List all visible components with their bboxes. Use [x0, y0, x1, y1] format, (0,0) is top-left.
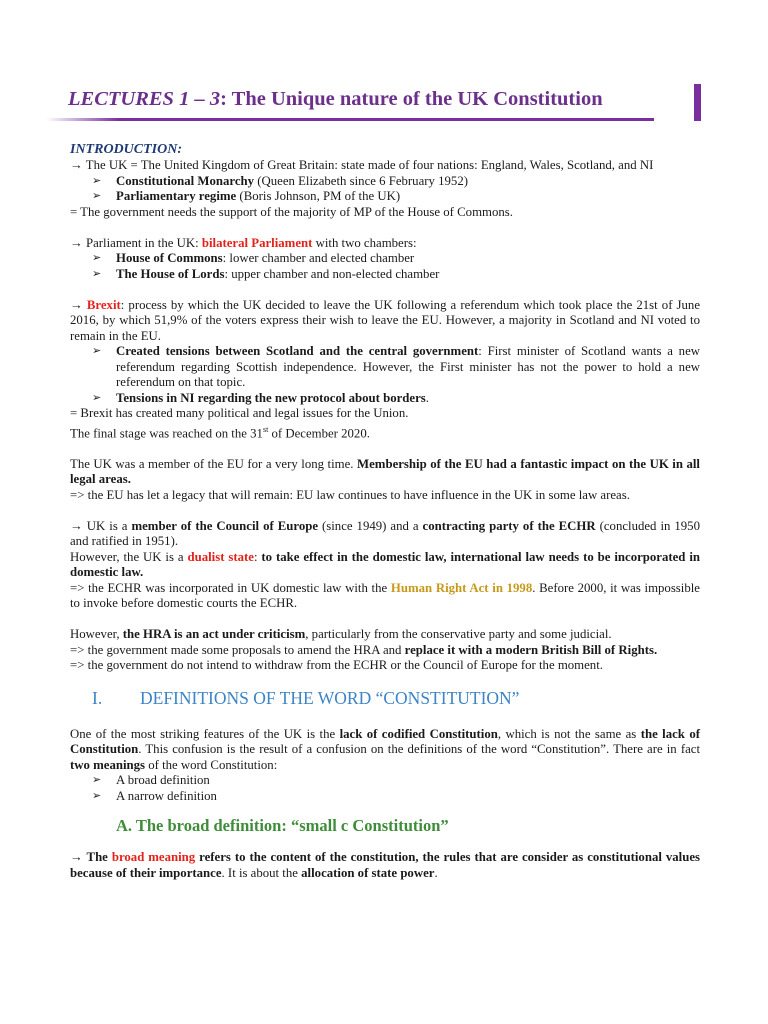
paragraph: However, the UK is a dualist state: to take effect in the domestic law, international law needs to be incorporated in domestic law.	[70, 549, 701, 580]
paragraph: => the ECHR was incorporated in UK domestic law with the Human Right Act in 1998. Before 2000, it was impossible to invoke before domestic courts the ECHR.	[70, 580, 700, 611]
bullet-arrow-icon: ➢	[92, 774, 102, 787]
paragraph: => the government made some proposals to amend the HRA and replace it with a modern British Bill of Rights.	[70, 642, 658, 657]
title-accent-bar	[694, 84, 701, 121]
bullet-arrow-icon: ➢	[92, 789, 102, 802]
bullet-item: ➢ A broad definition	[92, 773, 210, 788]
title-underline	[46, 118, 654, 121]
bullet-item: ➢ Created tensions between Scotland and the central government: First minister of Scotland wants a new referendum regarding Scottish independence. However, the First minister has not the power to hold a new referendum on that topic.	[92, 344, 700, 389]
section-heading: I. DEFINITIONS OF THE WORD “CONSTITUTION”	[92, 687, 520, 708]
lecture-title-block	[46, 84, 656, 122]
bullet-arrow-icon: ➢	[92, 174, 102, 187]
bullet-arrow-icon: ➢	[92, 252, 102, 264]
bullet-arrow-icon: ➢	[92, 391, 102, 404]
bullet-item: ➢ The House of Lords: upper chamber and non-elected chamber	[92, 266, 440, 281]
paragraph: One of the most striking features of the UK is the lack of codified Constitution, which is not the same as the lack of Constitution. This confusion is the result of a confusion on the definitions of the word “Constitution”. There are in fact two meanings of the word Constitution:	[70, 726, 700, 772]
bullet-item: ➢ Tensions in NI regarding the new protocol about borders.	[92, 390, 429, 405]
document-body	[70, 142, 700, 881]
paragraph: → UK is a member of the Council of Europe (since 1949) and a contracting party of the ECHR (concluded in 1950 and ratified in 1951).	[70, 518, 700, 549]
paragraph: → Parliament in the UK: bilateral Parliament with two chambers:	[70, 235, 417, 250]
paragraph: = The government needs the support of the majority of MP of the House of Commons.	[70, 204, 513, 219]
bullet-item: ➢ Constitutional Monarchy (Queen Elizabeth since 6 February 1952)	[92, 173, 468, 188]
bullet-item: ➢ Parliamentary regime (Boris Johnson, PM of the UK)	[92, 189, 401, 203]
bullet-arrow-icon: ➢	[92, 267, 102, 280]
paragraph: => the EU has let a legacy that will remain: EU law continues to have influence in the UK in some law areas.	[70, 487, 630, 502]
paragraph: = Brexit has created many political and legal issues for the Union.	[70, 406, 409, 420]
bullet-item: ➢ House of Commons: lower chamber and elected chamber	[92, 251, 415, 265]
paragraph: However, the HRA is an act under criticism, particularly from the conservative party and some judicial.	[70, 627, 612, 642]
bullet-arrow-icon: ➢	[92, 345, 102, 357]
paragraph: → The UK = The United Kingdom of Great Britain: state made of four nations: England, Wales, Scotland, and NI	[70, 158, 654, 172]
paragraph: The UK was a member of the EU for a very long time. Membership of the EU had a fantastic impact on the UK in all legal areas.	[70, 456, 700, 487]
paragraph: The final stage was reached on the 31st of December 2020.	[70, 424, 370, 440]
subsection-heading: A. The broad definition: “small c Constitution”	[116, 816, 449, 836]
bullet-item: ➢ A narrow definition	[92, 788, 217, 803]
paragraph: → The broad meaning refers to the content of the constitution, the rules that are consider as constitutional values because of their importance. It is about the allocation of state power.	[70, 850, 700, 880]
page-title: LECTURES 1 – 3: The Unique nature of the UK Constitution	[68, 88, 603, 110]
paragraph: → Brexit: process by which the UK decided to leave the UK following a referendum which took place the 21st of June 2016, by which 51,9% of the voters express their wish to leave the EU. However, a majority in Scotland and NI voted to remain in the EU.	[70, 297, 700, 343]
bullet-arrow-icon: ➢	[92, 190, 102, 202]
paragraph: => the government do not intend to withdraw from the ECHR or the Council of Europe for the moment.	[70, 658, 603, 673]
introduction-heading: INTRODUCTION:	[70, 142, 182, 157]
